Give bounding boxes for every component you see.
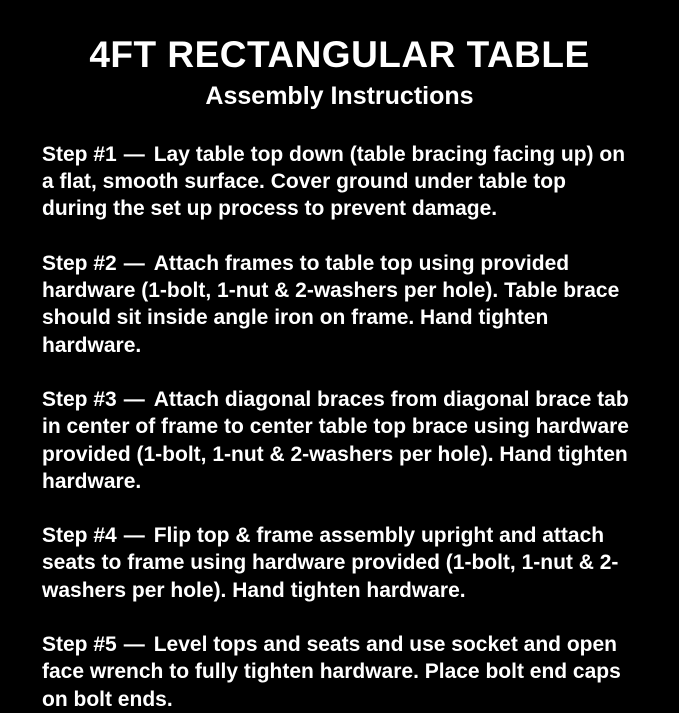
step-1-label: Step #1 — [42, 142, 117, 166]
page-subtitle: Assembly Instructions — [205, 81, 474, 110]
step-4-dash: — — [123, 524, 145, 548]
step-1-text: Lay table top down (table bracing facing up) on a flat, smooth surface. Cover ground under table top during the set up process to prevent damage. — [42, 142, 626, 221]
step-4-text: Flip top & frame assembly upright and attach seats to frame using hardware provided (1-bolt, 1-nut & 2-washers per hole). Hand tighten hardware. — [42, 524, 619, 602]
page-title: 4FT RECTANGULAR TABLE — [89, 34, 590, 75]
step-4-paragraph — [42, 522, 637, 604]
step-1-paragraph — [42, 141, 637, 223]
step-2-text: Attach frames to table top using provided hardware (1-bolt, 1-nut & 2-washers per hole). Table brace should sit inside angle iron on frame. Hand tighten hardware. — [42, 251, 620, 357]
step-3-text: Attach diagonal braces from diagonal brace tab in center of frame to center table top brace using hardware provided (1-bolt, 1-nut & 2-washers per hole). Hand tighten hardware. — [42, 387, 629, 493]
step-5-text: Level tops and seats and use socket and open face wrench to fully tighten hardware. Place bolt end caps on bolt ends. — [42, 633, 621, 711]
step-5-paragraph — [42, 631, 637, 713]
step-2-paragraph — [42, 250, 637, 359]
step-2-label: Step #2 — [42, 251, 117, 275]
step-3-paragraph — [42, 386, 637, 495]
step-3-label: Step #3 — [42, 387, 117, 411]
header — [42, 36, 637, 111]
step-5-dash: — — [123, 633, 145, 656]
step-2-dash: — — [123, 251, 145, 275]
step-3-dash: — — [123, 387, 145, 411]
step-1-dash: — — [123, 142, 145, 166]
steps-list — [42, 141, 637, 713]
step-4-label: Step #4 — [42, 524, 117, 548]
step-5-label: Step #5 — [42, 633, 117, 656]
